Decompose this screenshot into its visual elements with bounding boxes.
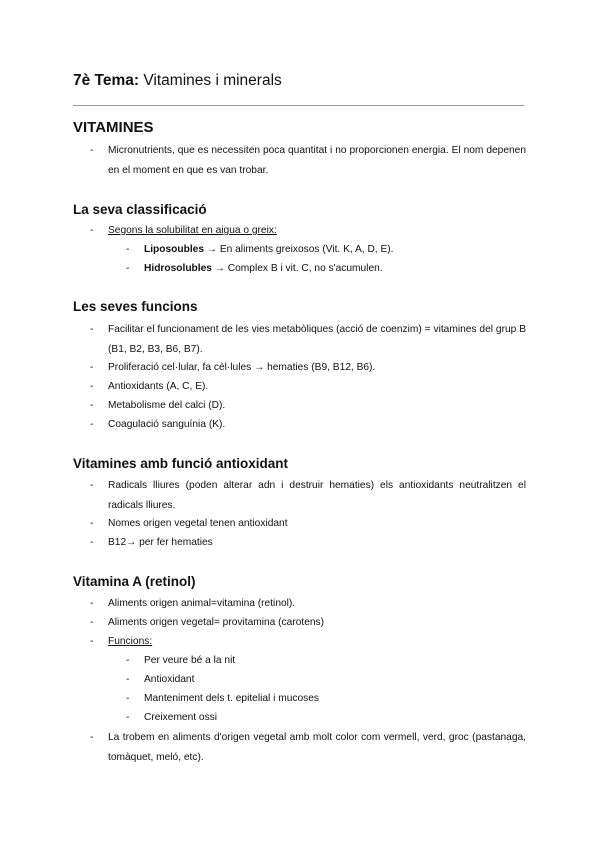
sub-list-item: Creixement ossi (144, 712, 218, 723)
bullet-dash: - (126, 674, 130, 685)
bullet-dash: - (90, 324, 94, 335)
bullet-dash: - (90, 636, 94, 647)
bullet-dash: - (90, 362, 94, 373)
title-divider (73, 105, 524, 106)
section-heading-vitamina-a: Vitamina A (retinol) (73, 574, 196, 589)
topic-number: 7è Tema: (73, 72, 140, 89)
text-hidrosolubles: → Complex B i vit. C, no s'acumulen. (211, 263, 383, 274)
list-item-liposoubles (144, 240, 524, 260)
bullet-dash: - (90, 480, 94, 491)
list-item: Proliferació cel·lular, fa cèl·lules → hematies (B9, B12, B6). (108, 362, 376, 373)
sub-list-item: Antioxidant (144, 674, 195, 685)
bullet-dash: - (90, 419, 94, 430)
list-item: Metabolisme del calci (D). (108, 400, 226, 411)
section-heading-classificacio: La seva classificació (73, 202, 207, 217)
bullet-dash: - (126, 263, 130, 274)
bullet-dash: - (90, 598, 94, 609)
bullet-dash: - (126, 693, 130, 704)
term-hidrosolubles: Hidrosolubles (144, 263, 212, 274)
page-title (73, 70, 282, 92)
bullet-dash: - (90, 400, 94, 411)
list-item: Facilitar el funcionament de les vies metabòliques (acció de coenzim) = vitamines del grup B (B1, B2, B3, B6, B7). (108, 324, 526, 355)
sub-list-item: Per veure bé a la nit (144, 655, 236, 666)
bullet-dash: - (90, 145, 94, 156)
list-item: Radicals lliures (poden alterar adn i destruir hematies) els antioxidants neutralitzen el radicals lliures. (108, 480, 526, 511)
list-item-hidrosolubles (144, 259, 524, 279)
term-liposoubles: Liposoubles (144, 244, 204, 255)
sub-list-item: Manteniment dels t. epitelial i mucoses (144, 693, 319, 704)
paragraph-intro: Micronutrients, que es necessiten poca quantitat i no proporcionen energia. El nom depenen en el moment en que es van trobar. (108, 145, 526, 176)
bullet-dash: - (90, 381, 94, 392)
bullet-dash: - (90, 617, 94, 628)
bullet-dash: - (90, 518, 94, 529)
section-heading-funcions: Les seves funcions (73, 299, 198, 314)
text-liposoubles: → En aliments greixosos (Vit. K, A, D, E). (204, 244, 394, 255)
bullet-dash: - (90, 537, 94, 548)
list-item: Aliments origen animal=vitamina (retinol). (108, 598, 296, 609)
bullet-dash: - (90, 225, 94, 236)
section-heading-antioxidant: Vitamines amb funció antioxidant (73, 456, 289, 471)
list-item: Nomes origen vegetal tenen antioxidant (108, 518, 288, 529)
list-item: B12→ per fer hematies (108, 537, 213, 548)
list-item-funcions: Funcions: (108, 636, 153, 647)
topic-name: Vitamines i minerals (139, 72, 282, 89)
list-item: Coagulació sanguínia (K). (108, 419, 226, 430)
bullet-dash: - (126, 655, 130, 666)
list-item: Aliments origen vegetal= provitamina (carotens) (108, 617, 325, 628)
bullet-dash: - (90, 732, 94, 743)
list-item: Antioxidants (A, C, E). (108, 381, 209, 392)
section-heading-vitamines: VITAMINES (73, 119, 154, 136)
list-item: La trobem en aliments d'origen vegetal amb molt color com vermell, verd, groc (pastanaga, tomàquet, meló, etc). (108, 732, 526, 763)
list-item-solubilitat: Segons la solubilitat en aigua o greix: (108, 225, 277, 236)
bullet-dash: - (126, 244, 130, 255)
bullet-dash: - (126, 712, 130, 723)
